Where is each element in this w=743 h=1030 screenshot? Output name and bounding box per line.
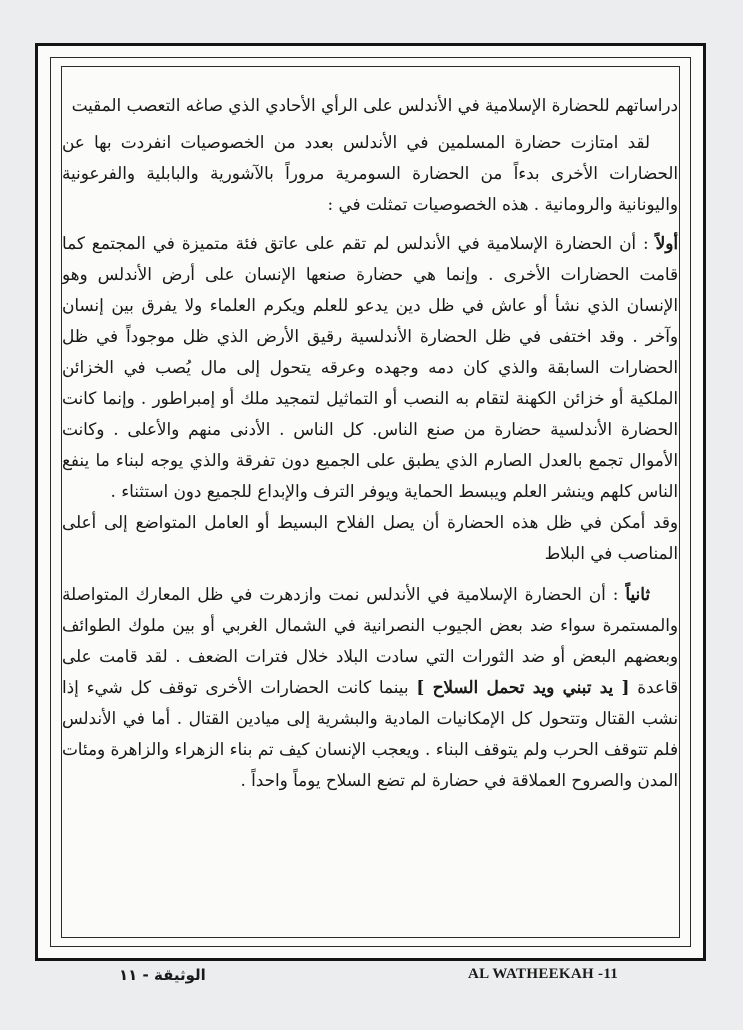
article-body xyxy=(62,90,678,796)
first-point-tail: وقد أمكن في ظل هذه الحضارة أن يصل الفلاح البسيط أو العامل المتواضع إلى أعلى المناصب في البلاط xyxy=(62,512,678,563)
second-point-body-a: : أن الحضارة الإسلامية في الأندلس نمت وازدهرت في ظل المعارك المتواصلة والمستمرة سواء ضد بعض الجيوب النصرانية في الشمال الغربي أو بين ملوك الطوائف وبعضهم البعض أو ضد الثورات التي سادت البلاد خلال فترات الضعف . لقد قامت على قاعدة xyxy=(62,584,678,697)
second-point-heading: ثانياً xyxy=(625,584,650,604)
continued-paragraph: دراساتهم للحضارة الإسلامية في الأندلس على الرأي الأحادي الذي صاغه التعصب المقيت xyxy=(71,95,678,115)
first-point-body: : أن الحضارة الإسلامية في الأندلس لم تقم على عاتق فئة متميزة في المجتمع كما قامت الحضارات الأخرى . وإنما هي حضارة صنعها الإنسان على أرض الأندلس وهو الإنسان الذي نشأ أو عاش في ظل دين يدعو للعلم ويكرم العلماء ولا يفرق بين إنسان وآخر . وقد اختفى في ظل الحضارة الأندلسية رقيق الأرض الذي ظل موجوداً في ظل الحضارات السابقة والذي كان دمه وجهده وعرقه يتحول إلى مال يُصب في الخزائن الملكية أو خزائن الكهنة لتقام به النصب أو التماثيل لتمجيد ملك أو إمبراطور . وإنما كانت الحضارة الأندلسية حضارة من صنع الناس. كل الناس . الأدنى منهم والأعلى . وكانت الأموال تجمع بالعدل الصارم الذي يطبق على الجميع دون تفرقة والذي يوجه لبناء ما ينفع الناس كلهم وينشر العلم ويبسط الحماية ويوفر الترف والإبداع للجميع دون استثناء . xyxy=(62,233,678,501)
first-point-heading: أولاً xyxy=(655,233,678,253)
second-point-slogan: [ يد تبني ويد تحمل السلاح ] xyxy=(416,677,630,697)
second-point-paragraph xyxy=(62,579,678,796)
first-point-paragraph xyxy=(62,228,678,507)
second-point-body-b: بينما كانت الحضارات الأخرى توقف كل شيء إذا نشب القتال وتتحول كل الإمكانيات المادية والبشرية إلى ميادين القتال . أما في الأندلس فلم تتوقف الحرب ولم يتوقف البناء . ويعجب الإنسان كيف تم بناء الزهراء والزاهرة ومئات المدن والصروح العملاقة في حضارة لم تضع السلاح يوماً واحداً . xyxy=(62,677,678,790)
footer-arabic-page-label: الوثيقة - ١١ xyxy=(119,966,206,984)
footer-english-page-label: AL WATHEEKAH -11 xyxy=(468,966,619,982)
intro-paragraph: لقد امتازت حضارة المسلمين في الأندلس بعدد من الخصوصيات انفردت بها عن الحضارات الأخرى بدءاً من الحضارة السومرية مروراً بالآشورية والبابلية والفرعونية واليونانية والرومانية . هذه الخصوصيات تمثلت في : xyxy=(62,132,678,214)
